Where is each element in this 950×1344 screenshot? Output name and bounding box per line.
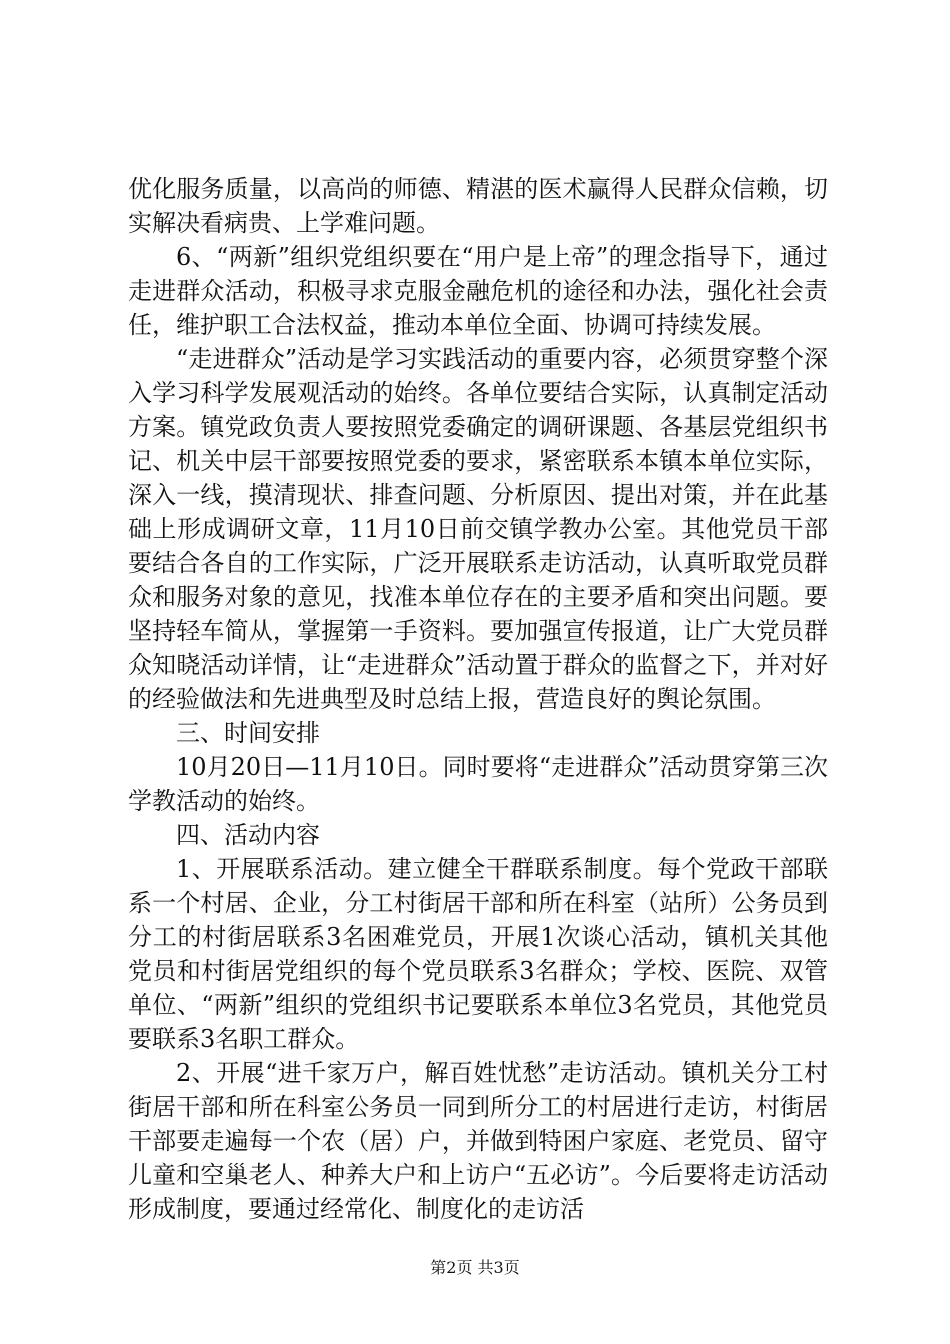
paragraph-schedule: 10月20日—11月10日。同时要将“走进群众”活动贯穿第三次学教活动的始终。 — [128, 753, 828, 815]
section-heading-activities: 四、活动内容 — [176, 821, 320, 849]
paragraph-activity-1: 1、开展联系活动。建立健全干群联系制度。每个党政干部联系一个村居、企业，分工村街居干部和所在科室（站所）公务员到分工的村街居联系3名困难党员，开展1次谈心活动，镇机关其他党员和村街居党组织的每个党员联系3名群众；学校、医院、双管单位、“两新”组织的党组织书记要联系本单位3名党员，其他党员要联系3名职工群众。 — [128, 855, 828, 1053]
page-number-footer: 第2页 共3页 — [430, 1258, 520, 1277]
paragraph-activity-2: 2、开展“进千家万户，解百姓忧愁”走访活动。镇机关分工村街居干部和所在科室公务员一同到所分工的村居进行走访，村街居干部要走遍每一个农（居）户，并做到特困户家庭、老党员、留守儿童和空巢老人、种养大户和上访户“五必访”。今后要将走访活动形成制度，要通过经常化、制度化的走访活 — [128, 1059, 828, 1223]
paragraph-3: “走进群众”活动是学习实践活动的重要内容，必须贯穿整个深入学习科学发展观活动的始终。各单位要结合实际，认真制定活动方案。镇党政负责人要按照党委确定的调研课题、各基层党组织书记、机关中层干部要按照党委的要求，紧密联系本镇本单位实际，深入一线，摸清现状、排查问题、分析原因、提出对策，并在此基础上形成调研文章，11月10日前交镇学教办公室。其他党员干部要结合各自的工作实际，广泛开展联系走访活动，认真听取党员群众和服务对象的意见，找准本单位存在的主要矛盾和突出问题。要坚持轻车简从，掌握第一手资料。要加强宣传报道，让广大党员群众知晓活动详情，让“走进群众”活动置于群众的监督之下，并对好的经验做法和先进典型及时总结上报，营造良好的舆论氛围。 — [128, 345, 828, 713]
paragraph-1: 优化服务质量，以高尚的师德、精湛的医术赢得人民群众信赖，切实解决看病贵、上学难问题。 — [128, 175, 828, 237]
document-body — [128, 172, 828, 1226]
section-heading-schedule: 三、时间安排 — [176, 719, 320, 747]
paragraph-2: 6、“两新”组织党组织要在“用户是上帝”的理念指导下，通过走进群众活动，积极寻求克服金融危机的途径和办法，强化社会责任，维护职工合法权益，推动本单位全面、协调可持续发展。 — [128, 243, 828, 339]
